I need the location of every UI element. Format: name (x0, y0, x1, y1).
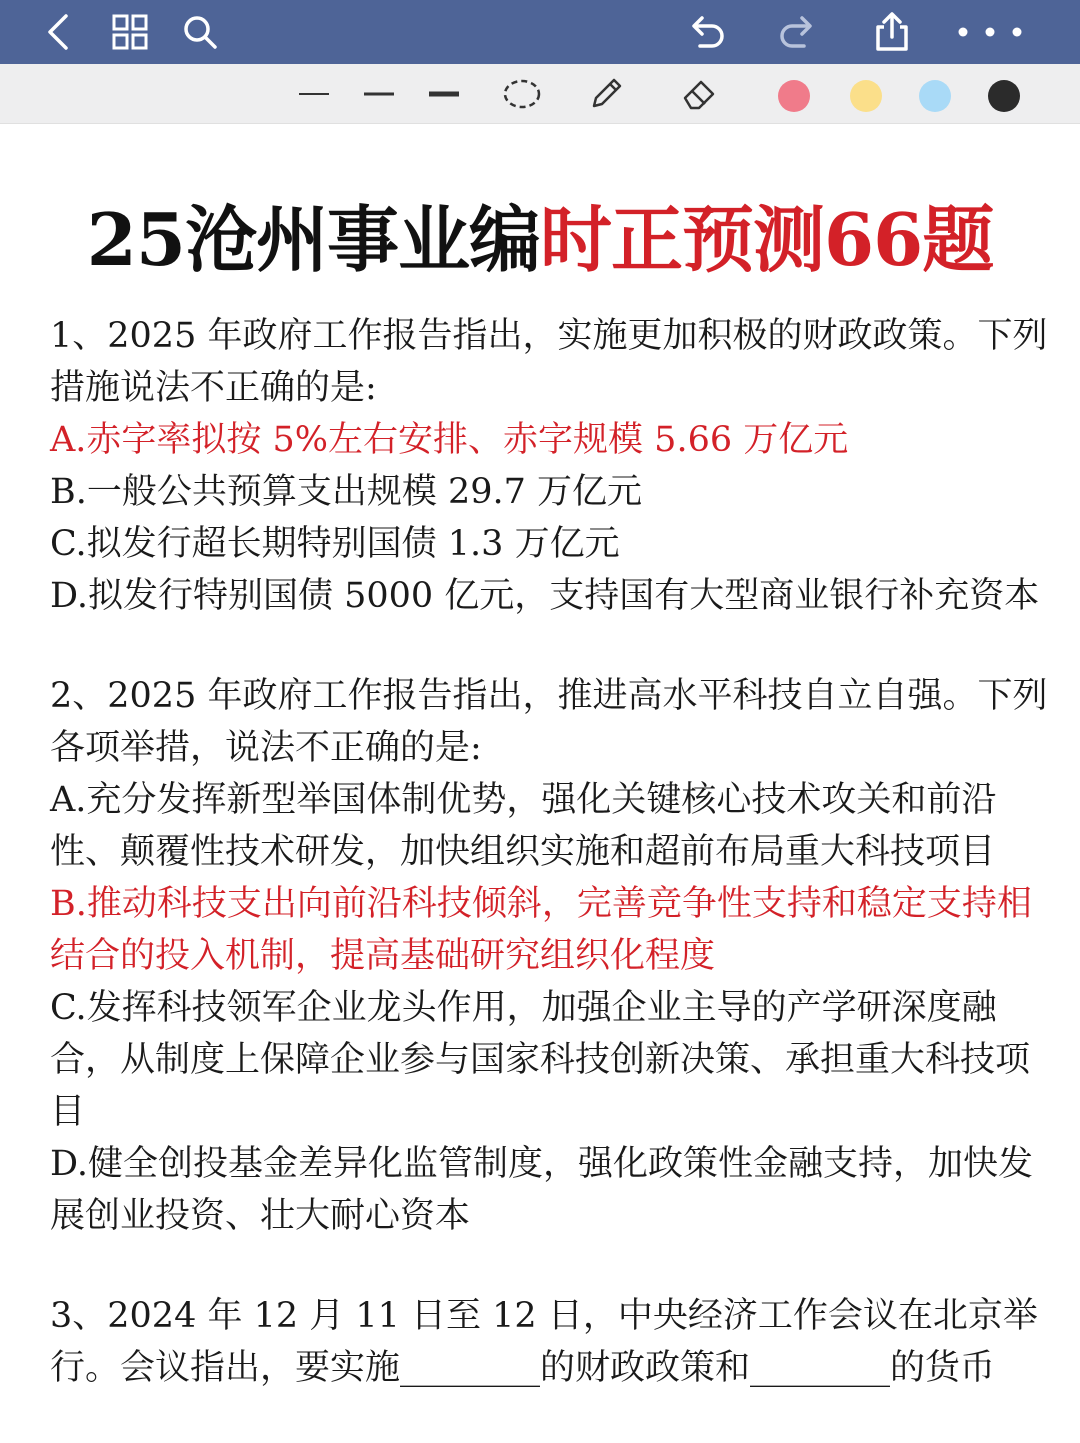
question-2-option-d-line-1: D.健全创投基金差异化监管制度，强化政策性金融支持，加快发 (50, 1144, 1033, 1184)
eraser-icon[interactable] (678, 74, 722, 114)
light-blue-color-swatch[interactable] (919, 80, 951, 112)
lasso-icon[interactable] (500, 74, 544, 114)
question-3 (50, 1290, 1038, 1394)
title-red-part: 时正预测66题 (540, 197, 994, 282)
annotation-toolbar (0, 64, 1080, 124)
question-2-option-a-line-1: A.充分发挥新型举国体制优势，强化关键核心技术攻关和前沿 (50, 780, 997, 820)
question-2-option-d-line-2: 展创业投资、壮大耐心资本 (50, 1196, 471, 1236)
question-3-stem-line-2: 行。会议指出，要实施________的财政政策和________的货币 (50, 1348, 996, 1388)
document-title (0, 182, 1080, 286)
back-icon[interactable] (34, 8, 82, 56)
thin-line-icon[interactable] (296, 74, 332, 114)
yellow-color-swatch[interactable] (850, 80, 882, 112)
question-2-option-c-line-3: 目 (50, 1092, 86, 1132)
medium-line-icon[interactable] (361, 74, 397, 114)
question-1-stem-line-1: 1、2025 年政府工作报告指出，实施更加积极的财政政策。下列 (50, 316, 1048, 356)
search-icon[interactable] (176, 8, 224, 56)
top-navigation-bar (0, 0, 1080, 64)
question-1-option-a: A.赤字率拟按 5%左右安排、赤字规模 5.66 万亿元 (50, 420, 849, 460)
question-2-option-a-line-2: 性、颠覆性技术研发，加快组织实施和超前布局重大科技项目 (50, 832, 996, 872)
question-2 (50, 670, 1048, 1242)
share-icon[interactable] (868, 8, 916, 56)
black-color-swatch[interactable] (988, 80, 1020, 112)
pink-color-swatch[interactable] (778, 80, 810, 112)
redo-icon[interactable] (774, 8, 822, 56)
thick-line-icon[interactable] (426, 74, 462, 114)
question-2-option-c-line-1: C.发挥科技领军企业龙头作用，加强企业主导的产学研深度融 (50, 988, 997, 1028)
document-page (0, 124, 1080, 1443)
more-icon[interactable] (950, 8, 1030, 56)
question-3-stem-line-1: 3、2024 年 12 月 11 日至 12 日，中央经济工作会议在北京举 (50, 1296, 1038, 1336)
question-2-stem-line-2: 各项举措，说法不正确的是: (50, 728, 482, 768)
grid-icon[interactable] (106, 8, 154, 56)
question-1-stem-line-2: 措施说法不正确的是: (50, 368, 377, 408)
question-2-option-b-line-2: 结合的投入机制，提高基础研究组织化程度 (50, 936, 716, 976)
question-2-stem-line-1: 2、2025 年政府工作报告指出，推进高水平科技自立自强。下列 (50, 676, 1048, 716)
question-1-option-d: D.拟发行特别国债 5000 亿元，支持国有大型商业银行补充资本 (50, 576, 1040, 616)
undo-icon[interactable] (682, 8, 730, 56)
question-1 (50, 310, 1048, 622)
pencil-icon[interactable] (584, 74, 628, 114)
question-2-option-c-line-2: 合，从制度上保障企业参与国家科技创新决策、承担重大科技项 (50, 1040, 1031, 1080)
question-2-option-b-line-1: B.推动科技支出向前沿科技倾斜，完善竞争性支持和稳定支持相 (50, 884, 1032, 924)
question-1-option-b: B.一般公共预算支出规模 29.7 万亿元 (50, 472, 643, 512)
title-black-part: 25沧州事业编 (86, 197, 540, 282)
question-1-option-c: C.拟发行超长期特别国债 1.3 万亿元 (50, 524, 620, 564)
